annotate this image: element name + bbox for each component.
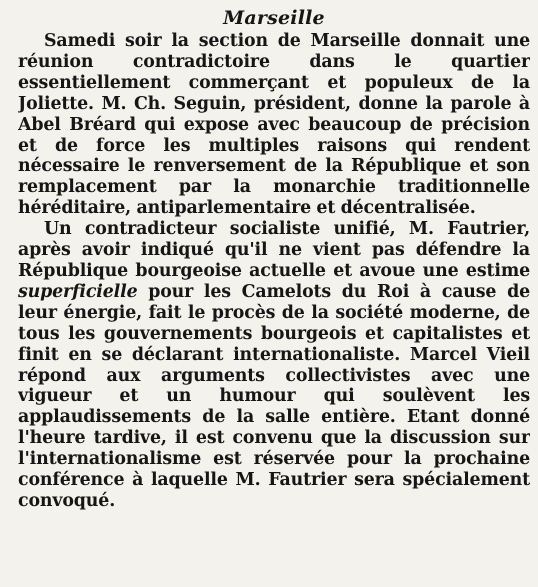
paragraph-2-emphasis: superficielle: [18, 281, 138, 302]
paragraph-1: Samedi soir la section de Marseille donnait une réunion contradictoire dans le quartier essentiellement commerçant et populeux de la Joliette. M. Ch. Seguin, président, donne la parole à Abel Bréard qui expose avec beaucoup de précision et de force les multiples raisons qui rendent nécessaire le renversement de la République et son remplacement par la monarchie traditionnelle héréditaire, antiparlementaire et décentralisée.: [18, 31, 530, 219]
paragraph-2: [18, 219, 530, 512]
paragraph-2-part-1: Un contradicteur socialiste unifié, M. Fautrier, après avoir indiqué qu'il ne vient pas défendre la République bourgeoise actuelle et avoue une estime: [18, 219, 530, 281]
article-heading: Marseille: [223, 7, 325, 29]
paragraph-2-part-2: pour les Camelots du Roi à cause de leur énergie, fait le procès de la société moderne, de tous les gouvernements bourgeois et capitalistes et finit en se déclarant internationaliste. Marcel Vieil répond aux arguments collectivistes avec une vigueur et un humour qui soulèvent les applaudissements de la salle entière. Etant donné l'heure tardive, il est convenu que la discussion sur l'internationalisme est réservée pour la prochaine conférence à laquelle M. Fautrier sera spécialement convoqué.: [18, 281, 530, 511]
newspaper-clipping: [18, 6, 530, 582]
